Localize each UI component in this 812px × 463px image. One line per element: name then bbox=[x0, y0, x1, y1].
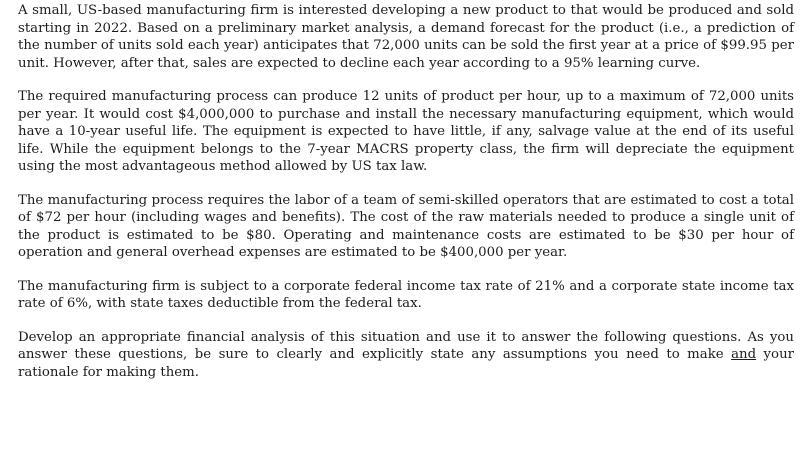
instructions-underlined-word: and bbox=[731, 347, 757, 362]
paragraph-product-forecast: A small, US-based manufacturing firm is interested developing a new product to that would be produced and sold starting in 2022. Based on a preliminary market analysis, a demand forecast for the product (i.e., a prediction of the number of units sold each year) anticipates that 72,000 units can be sold the first year at a price of $99.95 per unit. However, after that, sales are expected to decline each year according to a 95% learning curve. bbox=[18, 3, 794, 71]
paragraph-operating-costs: The manufacturing process requires the labor of a team of semi-skilled operators that are estimated to cost a total of $72 per hour (including wages and benefits). The cost of the raw materials needed to produce a single unit of the product is estimated to be $80. Operating and maintenance costs are estimated to be $30 per hour of operation and general overhead expenses are estimated to be $400,000 per year. bbox=[18, 192, 794, 260]
paragraph-instructions bbox=[18, 329, 794, 382]
paragraph-manufacturing-process: The required manufacturing process can produce 12 units of product per hour, up to a maximum of 72,000 units per year. It would cost $4,000,000 to purchase and install the necessary manufacturing equipment, which would have a 10-year useful life. The equipment is expected to have little, if any, salvage value at the end of its useful life. While the equipment belongs to the 7-year MACRS property class, the firm will depreciate the equipment using the most advantageous method allowed by US tax law. bbox=[18, 89, 794, 174]
instructions-text-before: Develop an appropriate financial analysis of this situation and use it to answer the following questions. As you answer these questions, be sure to clearly and explicitly state any assumptions you need to make bbox=[18, 329, 794, 362]
paragraph-tax-rates: The manufacturing firm is subject to a corporate federal income tax rate of 21% and a corporate state income tax rate of 6%, with state taxes deductible from the federal tax. bbox=[18, 278, 794, 311]
problem-statement bbox=[18, 2, 794, 381]
instructions-text-after: your rationale for making them. bbox=[18, 347, 794, 380]
